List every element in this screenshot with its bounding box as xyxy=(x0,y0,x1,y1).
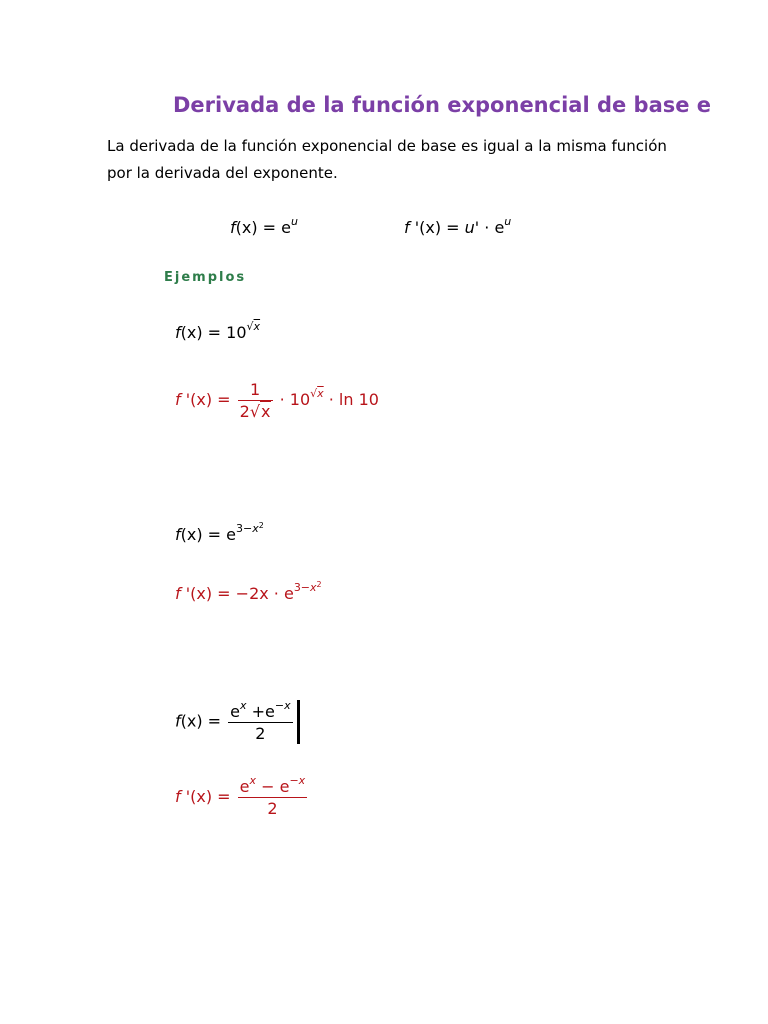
intro-paragraph: La derivada de la función exponencial de base es igual a la misma función por la derivada del exponente. xyxy=(107,137,667,182)
example-3-derivative: f '(x) = $\frac{e^x - e^{-x}}{2}$ xyxy=(175,774,306,818)
page-title: Derivada de la función exponencial de base e xyxy=(173,93,712,117)
rule-function: $f(x) = e^u$ xyxy=(230,215,298,237)
example-3-function: f(x) = $\frac{e^x +e^{-x}}{2}$ xyxy=(175,700,300,744)
text-cursor-bar xyxy=(297,700,300,744)
example-2-function: $f(x) = e^{3-x^2}$ xyxy=(175,521,264,544)
example-1-function: $f(x) = 10^{√x}$ xyxy=(175,320,261,342)
example-2-derivative: f '$(x) = -2x \cdot e^{3-x^2}$ xyxy=(175,580,322,603)
examples-heading: Ejemplos xyxy=(164,270,247,285)
rule-derivative: f '$(x) = u' \cdot e^u$ xyxy=(404,215,512,237)
example-1-derivative: f '(x) = $\frac{1}{2√x}$ · $10^{√x} \cdot \ln 10$ xyxy=(175,380,379,421)
